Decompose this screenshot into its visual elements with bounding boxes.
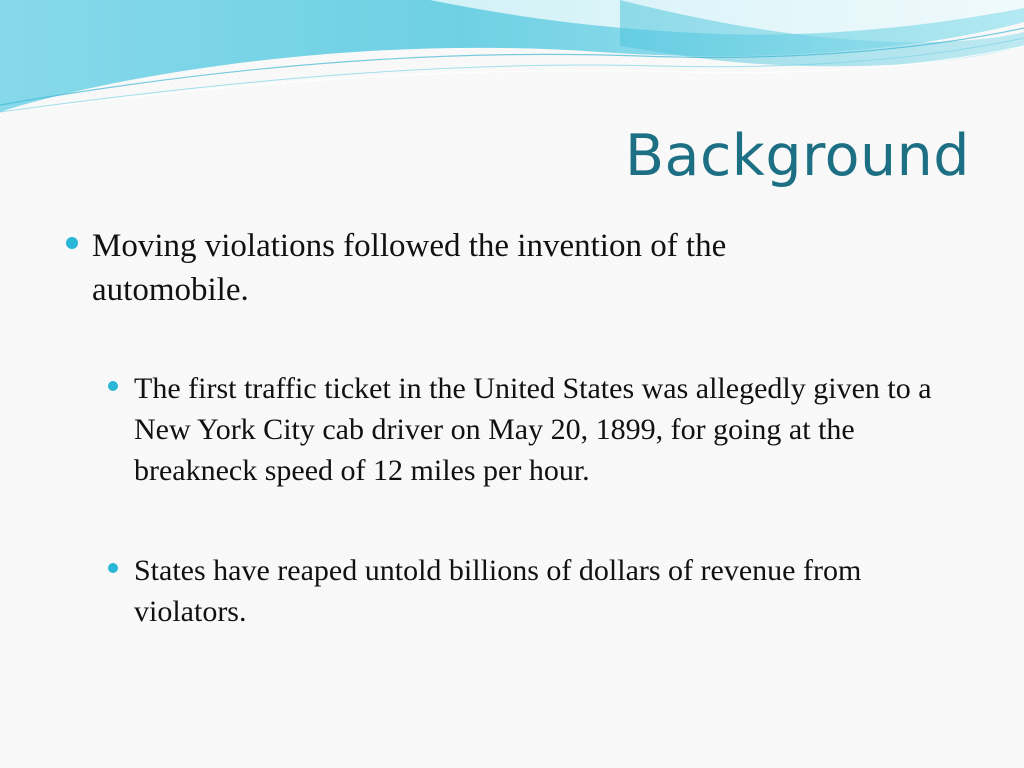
wave-header-decoration <box>0 0 1024 130</box>
sub-bullet-item <box>104 368 954 491</box>
slide-title: Background <box>624 123 970 189</box>
bullet-item <box>62 224 882 312</box>
sub-bullet-dot-icon <box>108 381 118 391</box>
sub-bullet-item <box>104 550 954 632</box>
bullet-dot-icon <box>66 237 78 249</box>
sub-bullet-dot-icon <box>108 563 118 573</box>
sub-bullet-text: The first traffic ticket in the United States was allegedly given to a New York City cab driver on May 20, 1899, for going at the breakneck speed of 12 miles per hour. <box>134 372 932 487</box>
sub-bullet-text: States have reaped untold billions of dollars of revenue from violators. <box>134 554 862 628</box>
bullet-text: Moving violations followed the invention of the automobile. <box>92 228 727 308</box>
